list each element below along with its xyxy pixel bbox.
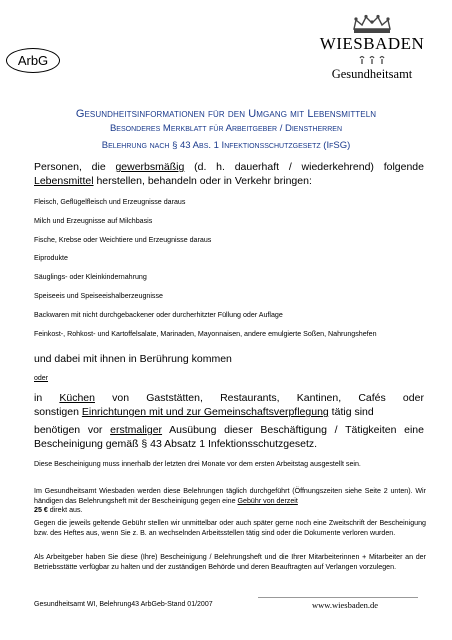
places-line: [34, 405, 424, 419]
requirement-text: benötigen vor: [34, 424, 111, 436]
requirement-text: Ausübung dieser Beschäftigung / Tätigkeiten eine Bescheinigung gemäß § 43 Absatz 1 Infektionsschutzgesetz.: [34, 424, 424, 450]
lily-icon: [357, 55, 387, 65]
places-word: oder: [402, 392, 424, 404]
list-item: Fleisch, Geflügelfleisch und Erzeugnisse daraus: [34, 198, 186, 206]
crown-icon: [348, 14, 396, 34]
or-word: oder: [34, 375, 49, 382]
intro-underlined: gewerbsmäßig: [115, 161, 185, 173]
law-heading: Belehrung nach § 43 Abs. 1 Infektionsschutzgesetz (IfSG): [101, 140, 351, 151]
list-item: Milch und Erzeugnisse auf Milchbasis: [34, 216, 153, 225]
requirement-paragraph: [34, 423, 424, 451]
fee-amount: 25 €: [34, 506, 48, 515]
places-text: tätig sind: [328, 406, 374, 418]
places-text: sonstigen: [34, 406, 82, 418]
wiesbaden-logo: [316, 14, 428, 81]
main-heading: Gesundheitsinformationen für den Umgang mit Lebensmitteln: [75, 108, 377, 120]
places-word: Kantinen,: [296, 392, 342, 404]
arbg-badge-label: ArbG: [17, 53, 49, 68]
logo-city: WIESBADEN: [319, 34, 425, 53]
places-word: Gaststätten,: [146, 392, 203, 404]
list-item: Backwaren mit nicht durchgebackener oder durcherhitzter Füllung oder Auflage: [34, 310, 283, 319]
list-item: Eiprodukte: [34, 254, 68, 263]
list-item: Feinkost-, Rohkost- und Kartoffelsalate, Marinaden, Mayonnaisen, andere emulgierte Soßen, Nahrungshefen: [34, 329, 377, 338]
list-item: Fische, Krebse oder Weichtiere und Erzeugnisse daraus: [34, 235, 212, 244]
places-word: Küchen: [59, 392, 95, 404]
places-word: Cafés: [358, 392, 386, 404]
footer-divider: [258, 597, 418, 598]
copy-paragraph: Gegen die jeweils geltende Gebühr stellen wir unmittelbar oder auch später gerne noch eine Zweitschrift der Bescheinigung bzw. des Heftes aus, wenn Sie z. B. an wechselnden Arbeitsstellen tätig sind oder die Dokumente verloren wurden.: [34, 519, 426, 537]
places-line: [34, 391, 424, 405]
intro-text: Personen, die: [34, 161, 116, 173]
places-word: in: [34, 392, 43, 404]
places-paragraph: [34, 391, 424, 419]
list-item: Säuglings- oder Kleinkindernahrung: [34, 273, 147, 282]
fee-text: Im Gesundheitsamt Wiesbaden werden diese Belehrungen täglich durchgeführt (Öffnungszeiten siehe Seite 2 unten). Wir händigen das Belehrungsheft mit der Bescheinigung gegen eine: [34, 487, 426, 505]
intro-paragraph: [34, 160, 424, 188]
footer-reference: Gesundheitsamt WI, Belehrung43 ArbGeb-Stand 01/2007: [34, 601, 213, 608]
requirement-underlined: erstmaliger: [110, 424, 163, 436]
food-list: [34, 198, 426, 360]
sub-heading: Besonderes Merkblatt für Arbeitgeber / Dienstherren: [109, 123, 343, 134]
contact-line: und dabei mit ihnen in Berührung kommen: [34, 353, 232, 365]
list-item: Speiseeis und Speiseeishalberzeugnisse: [34, 291, 163, 300]
fee-underlined: Gebühr von derzeit: [237, 496, 298, 505]
places-word: Restaurants,: [220, 392, 280, 404]
places-word: von: [112, 392, 130, 404]
validity-paragraph: Diese Bescheinigung muss innerhalb der letzten drei Monate vor dem ersten Arbeitstag ausgestellt sein.: [34, 460, 361, 468]
fee-paragraph: [34, 487, 426, 516]
employer-paragraph: Als Arbeitgeber haben Sie diese (Ihre) Bescheinigung / Belehrungsheft und die Ihrer Mitarbeiterinnen + Mitarbeiter an der Betriebsstätte verfügbar zu halten und der zuständigen Behörde und deren Beauftragten auf Verlangen vorzulegen.: [34, 553, 426, 571]
intro-underlined: Lebensmittel: [34, 175, 94, 187]
intro-text: (d. h. dauerhaft / wiederkehrend) folgende: [184, 161, 424, 173]
arbg-badge: [6, 48, 60, 73]
logo-department: Gesundheitsamt: [331, 67, 413, 81]
places-underlined: Einrichtungen mit und zur Gemeinschaftsverpflegung: [81, 406, 329, 418]
fee-text: direkt aus.: [47, 506, 83, 515]
footer-website: www.wiesbaden.de: [312, 600, 379, 610]
intro-text: herstellen, behandeln oder in Verkehr bringen:: [93, 175, 312, 187]
